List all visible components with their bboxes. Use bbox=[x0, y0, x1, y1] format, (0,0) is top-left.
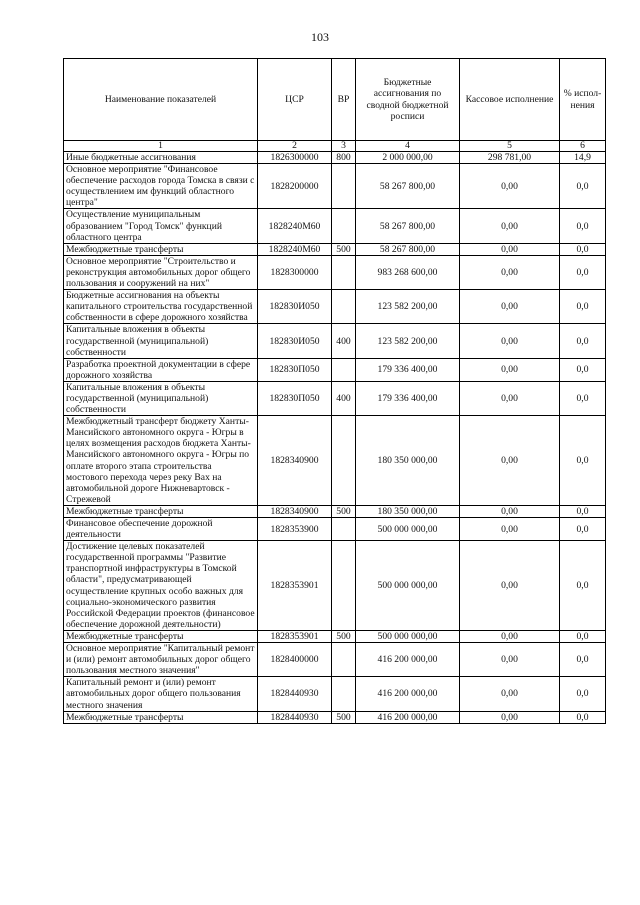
cell-csr: 1828200000 bbox=[258, 164, 332, 209]
cell-vr bbox=[332, 518, 356, 541]
table-row bbox=[64, 643, 606, 677]
cell-execution-percent: 0,0 bbox=[560, 290, 606, 324]
cell-cash-execution: 0,00 bbox=[460, 416, 560, 506]
cell-vr bbox=[332, 255, 356, 289]
table-row bbox=[64, 152, 606, 164]
cell-budget-allocations: 416 200 000,00 bbox=[356, 677, 460, 711]
cell-indicator-name: Капитальные вложения в объекты государственной (муниципальной) собственности bbox=[64, 324, 258, 358]
table-row bbox=[64, 324, 606, 358]
cell-vr: 400 bbox=[332, 381, 356, 415]
cell-indicator-name: Основное мероприятие "Финансовое обеспечение расходов города Томска в связи с осуществлением им функций областного центра" bbox=[64, 164, 258, 209]
column-number: 1 bbox=[64, 141, 258, 152]
cell-budget-allocations: 416 200 000,00 bbox=[356, 643, 460, 677]
cell-execution-percent: 14,9 bbox=[560, 152, 606, 164]
header-indicator-name: Наименование показателей bbox=[64, 59, 258, 141]
cell-csr: 1828400000 bbox=[258, 643, 332, 677]
cell-budget-allocations: 123 582 200,00 bbox=[356, 290, 460, 324]
cell-budget-allocations: 500 000 000,00 bbox=[356, 541, 460, 631]
cell-vr bbox=[332, 209, 356, 243]
cell-budget-allocations: 983 268 600,00 bbox=[356, 255, 460, 289]
cell-vr: 500 bbox=[332, 711, 356, 723]
column-number: 5 bbox=[460, 141, 560, 152]
cell-indicator-name: Разработка проектной документации в сфере дорожного хозяйства bbox=[64, 358, 258, 381]
cell-cash-execution: 0,00 bbox=[460, 630, 560, 642]
cell-execution-percent: 0,0 bbox=[560, 324, 606, 358]
table-row bbox=[64, 381, 606, 415]
cell-indicator-name: Основное мероприятие "Капитальный ремонт и (или) ремонт автомобильных дорог общего пользования местного значения" bbox=[64, 643, 258, 677]
cell-cash-execution: 0,00 bbox=[460, 711, 560, 723]
cell-budget-allocations: 180 350 000,00 bbox=[356, 416, 460, 506]
table-row bbox=[64, 416, 606, 506]
cell-cash-execution: 0,00 bbox=[460, 677, 560, 711]
table-row bbox=[64, 243, 606, 255]
header-budget-allocations: Бюджетные ассигнования по сводной бюджетной росписи bbox=[356, 59, 460, 141]
cell-execution-percent: 0,0 bbox=[560, 505, 606, 517]
cell-vr bbox=[332, 358, 356, 381]
cell-budget-allocations: 58 267 800,00 bbox=[356, 164, 460, 209]
header-execution-percent: % испол-нения bbox=[560, 59, 606, 141]
cell-csr: 1828353900 bbox=[258, 518, 332, 541]
cell-vr bbox=[332, 643, 356, 677]
cell-budget-allocations: 123 582 200,00 bbox=[356, 324, 460, 358]
cell-cash-execution: 298 781,00 bbox=[460, 152, 560, 164]
cell-indicator-name: Финансовое обеспечение дорожной деятельности bbox=[64, 518, 258, 541]
cell-indicator-name: Межбюджетные трансферты bbox=[64, 243, 258, 255]
cell-csr: 1828340900 bbox=[258, 505, 332, 517]
cell-budget-allocations: 2 000 000,00 bbox=[356, 152, 460, 164]
cell-indicator-name: Капитальные вложения в объекты государственной (муниципальной) собственности bbox=[64, 381, 258, 415]
column-numbers-row bbox=[64, 141, 606, 152]
cell-budget-allocations: 58 267 800,00 bbox=[356, 243, 460, 255]
cell-cash-execution: 0,00 bbox=[460, 358, 560, 381]
cell-cash-execution: 0,00 bbox=[460, 643, 560, 677]
cell-csr: 1828353901 bbox=[258, 541, 332, 631]
column-number: 2 bbox=[258, 141, 332, 152]
cell-cash-execution: 0,00 bbox=[460, 243, 560, 255]
column-number: 3 bbox=[332, 141, 356, 152]
cell-budget-allocations: 500 000 000,00 bbox=[356, 630, 460, 642]
cell-cash-execution: 0,00 bbox=[460, 518, 560, 541]
cell-vr bbox=[332, 164, 356, 209]
cell-indicator-name: Иные бюджетные ассигнования bbox=[64, 152, 258, 164]
cell-indicator-name: Межбюджетные трансферты bbox=[64, 505, 258, 517]
header-cash-execution: Кассовое исполнение bbox=[460, 59, 560, 141]
cell-execution-percent: 0,0 bbox=[560, 381, 606, 415]
cell-vr: 500 bbox=[332, 630, 356, 642]
cell-budget-allocations: 500 000 000,00 bbox=[356, 518, 460, 541]
cell-vr: 500 bbox=[332, 505, 356, 517]
cell-vr: 400 bbox=[332, 324, 356, 358]
cell-cash-execution: 0,00 bbox=[460, 255, 560, 289]
column-number: 4 bbox=[356, 141, 460, 152]
column-number: 6 bbox=[560, 141, 606, 152]
table-row bbox=[64, 630, 606, 642]
cell-execution-percent: 0,0 bbox=[560, 255, 606, 289]
cell-cash-execution: 0,00 bbox=[460, 164, 560, 209]
cell-execution-percent: 0,0 bbox=[560, 677, 606, 711]
header-row bbox=[64, 59, 606, 141]
cell-csr: 1828353901 bbox=[258, 630, 332, 642]
cell-vr bbox=[332, 541, 356, 631]
cell-cash-execution: 0,00 bbox=[460, 541, 560, 631]
table-row bbox=[64, 290, 606, 324]
table-row bbox=[64, 677, 606, 711]
cell-execution-percent: 0,0 bbox=[560, 416, 606, 506]
cell-execution-percent: 0,0 bbox=[560, 209, 606, 243]
cell-csr: 182830И050 bbox=[258, 290, 332, 324]
cell-csr: 1828300000 bbox=[258, 255, 332, 289]
cell-vr bbox=[332, 416, 356, 506]
cell-indicator-name: Достижение целевых показателей государственной программы "Развитие транспортной инфраструктуры в Томской области", предусматривающей осуществление крупных особо важных для социально-экономического развития Российской Федерации проектов (финансовое обеспечение дорожной деятельности) bbox=[64, 541, 258, 631]
cell-csr: 1828240М60 bbox=[258, 243, 332, 255]
cell-indicator-name: Капитальный ремонт и (или) ремонт автомобильных дорог общего пользования местного значения bbox=[64, 677, 258, 711]
header-csr: ЦСР bbox=[258, 59, 332, 141]
cell-vr: 800 bbox=[332, 152, 356, 164]
cell-vr bbox=[332, 290, 356, 324]
cell-cash-execution: 0,00 bbox=[460, 290, 560, 324]
cell-execution-percent: 0,0 bbox=[560, 541, 606, 631]
cell-execution-percent: 0,0 bbox=[560, 630, 606, 642]
cell-budget-allocations: 179 336 400,00 bbox=[356, 381, 460, 415]
cell-indicator-name: Межбюджетные трансферты bbox=[64, 630, 258, 642]
page-number: 103 bbox=[311, 30, 329, 44]
cell-indicator-name: Осуществление муниципальным образованием "Город Томск" функций областного центра bbox=[64, 209, 258, 243]
cell-csr: 1828340900 bbox=[258, 416, 332, 506]
cell-execution-percent: 0,0 bbox=[560, 643, 606, 677]
cell-budget-allocations: 180 350 000,00 bbox=[356, 505, 460, 517]
table-row bbox=[64, 164, 606, 209]
cell-csr: 1826300000 bbox=[258, 152, 332, 164]
cell-csr: 1828440930 bbox=[258, 677, 332, 711]
cell-cash-execution: 0,00 bbox=[460, 324, 560, 358]
cell-cash-execution: 0,00 bbox=[460, 381, 560, 415]
cell-execution-percent: 0,0 bbox=[560, 243, 606, 255]
cell-budget-allocations: 416 200 000,00 bbox=[356, 711, 460, 723]
cell-csr: 1828240М60 bbox=[258, 209, 332, 243]
cell-vr: 500 bbox=[332, 243, 356, 255]
cell-csr: 182830И050 bbox=[258, 324, 332, 358]
cell-execution-percent: 0,0 bbox=[560, 358, 606, 381]
cell-cash-execution: 0,00 bbox=[460, 209, 560, 243]
table-row bbox=[64, 505, 606, 517]
cell-execution-percent: 0,0 bbox=[560, 164, 606, 209]
cell-execution-percent: 0,0 bbox=[560, 711, 606, 723]
table-row bbox=[64, 209, 606, 243]
cell-cash-execution: 0,00 bbox=[460, 505, 560, 517]
table-row bbox=[64, 541, 606, 631]
budget-table bbox=[63, 58, 606, 724]
cell-budget-allocations: 179 336 400,00 bbox=[356, 358, 460, 381]
cell-indicator-name: Межбюджетные трансферты bbox=[64, 711, 258, 723]
table-row bbox=[64, 518, 606, 541]
cell-csr: 1828440930 bbox=[258, 711, 332, 723]
table-row bbox=[64, 255, 606, 289]
cell-indicator-name: Межбюджетный трансферт бюджету Ханты-Мансийского автономного округа - Югры в целях возмещения расходов бюджета Ханты-Мансийского автономного округа - Югры по оплате второго этапа строительства мостового перехода через реку Вах на автомобильной дороге Нижневартовск - Стрежевой bbox=[64, 416, 258, 506]
cell-execution-percent: 0,0 bbox=[560, 518, 606, 541]
cell-vr bbox=[332, 677, 356, 711]
cell-csr: 182830П050 bbox=[258, 358, 332, 381]
cell-csr: 182830П050 bbox=[258, 381, 332, 415]
table-row bbox=[64, 711, 606, 723]
cell-indicator-name: Основное мероприятие "Строительство и реконструкция автомобильных дорог общего пользования и сооружений на них" bbox=[64, 255, 258, 289]
cell-indicator-name: Бюджетные ассигнования на объекты капитального строительства государственной собственности в сфере дорожного хозяйства bbox=[64, 290, 258, 324]
cell-budget-allocations: 58 267 800,00 bbox=[356, 209, 460, 243]
header-vr: ВР bbox=[332, 59, 356, 141]
table-row bbox=[64, 358, 606, 381]
